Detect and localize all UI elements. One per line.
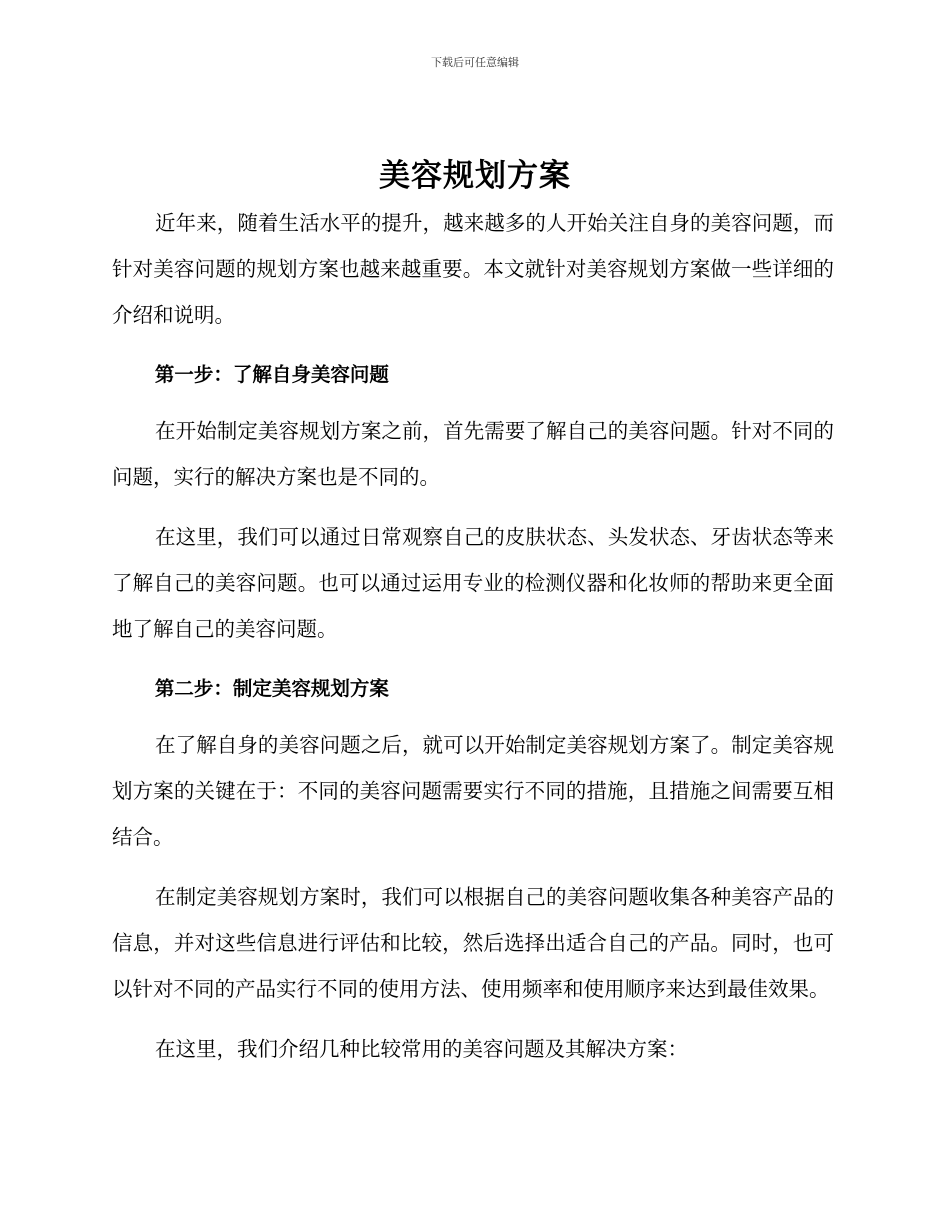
header-note: 下载后可任意编辑: [431, 56, 519, 69]
step1-heading: 第一步：了解自身美容问题: [154, 363, 389, 386]
step2-paragraph-1: 在了解自身的美容问题之后，就可以开始制定美容规划方案了。制定美容规划方案的关键在于：不同的美容问题需要实行不同的措施，且措施之间需要互相结合。: [112, 733, 834, 849]
document-title: 美容规划方案: [379, 158, 571, 194]
step2-heading: 第二步：制定美容规划方案: [154, 677, 389, 700]
step2-paragraph-2: 在制定美容规划方案时，我们可以根据自己的美容问题收集各种美容产品的信息，并对这些信息进行评估和比较，然后选择出适合自己的产品。同时，也可以针对不同的产品实行不同的使用方法、使用频率和使用顺序来达到最佳效果。: [112, 885, 834, 1001]
step2-paragraph-3: 在这里，我们介绍几种比较常用的美容问题及其解决方案：: [155, 1037, 689, 1061]
document-body: [112, 200, 834, 1086]
step1-paragraph-2: 在这里，我们可以通过日常观察自己的皮肤状态、头发状态、牙齿状态等来了解自己的美容问题。也可以通过运用专业的检测仪器和化妆师的帮助来更全面地了解自己的美容问题。: [112, 525, 834, 641]
step1-paragraph-1: 在开始制定美容规划方案之前，首先需要了解自己的美容问题。针对不同的问题，实行的解决方案也是不同的。: [112, 419, 834, 489]
intro-paragraph: 近年来，随着生活水平的提升，越来越多的人开始关注自身的美容问题，而针对美容问题的规划方案也越来越重要。本文就针对美容规划方案做一些详细的介绍和说明。: [112, 211, 834, 327]
